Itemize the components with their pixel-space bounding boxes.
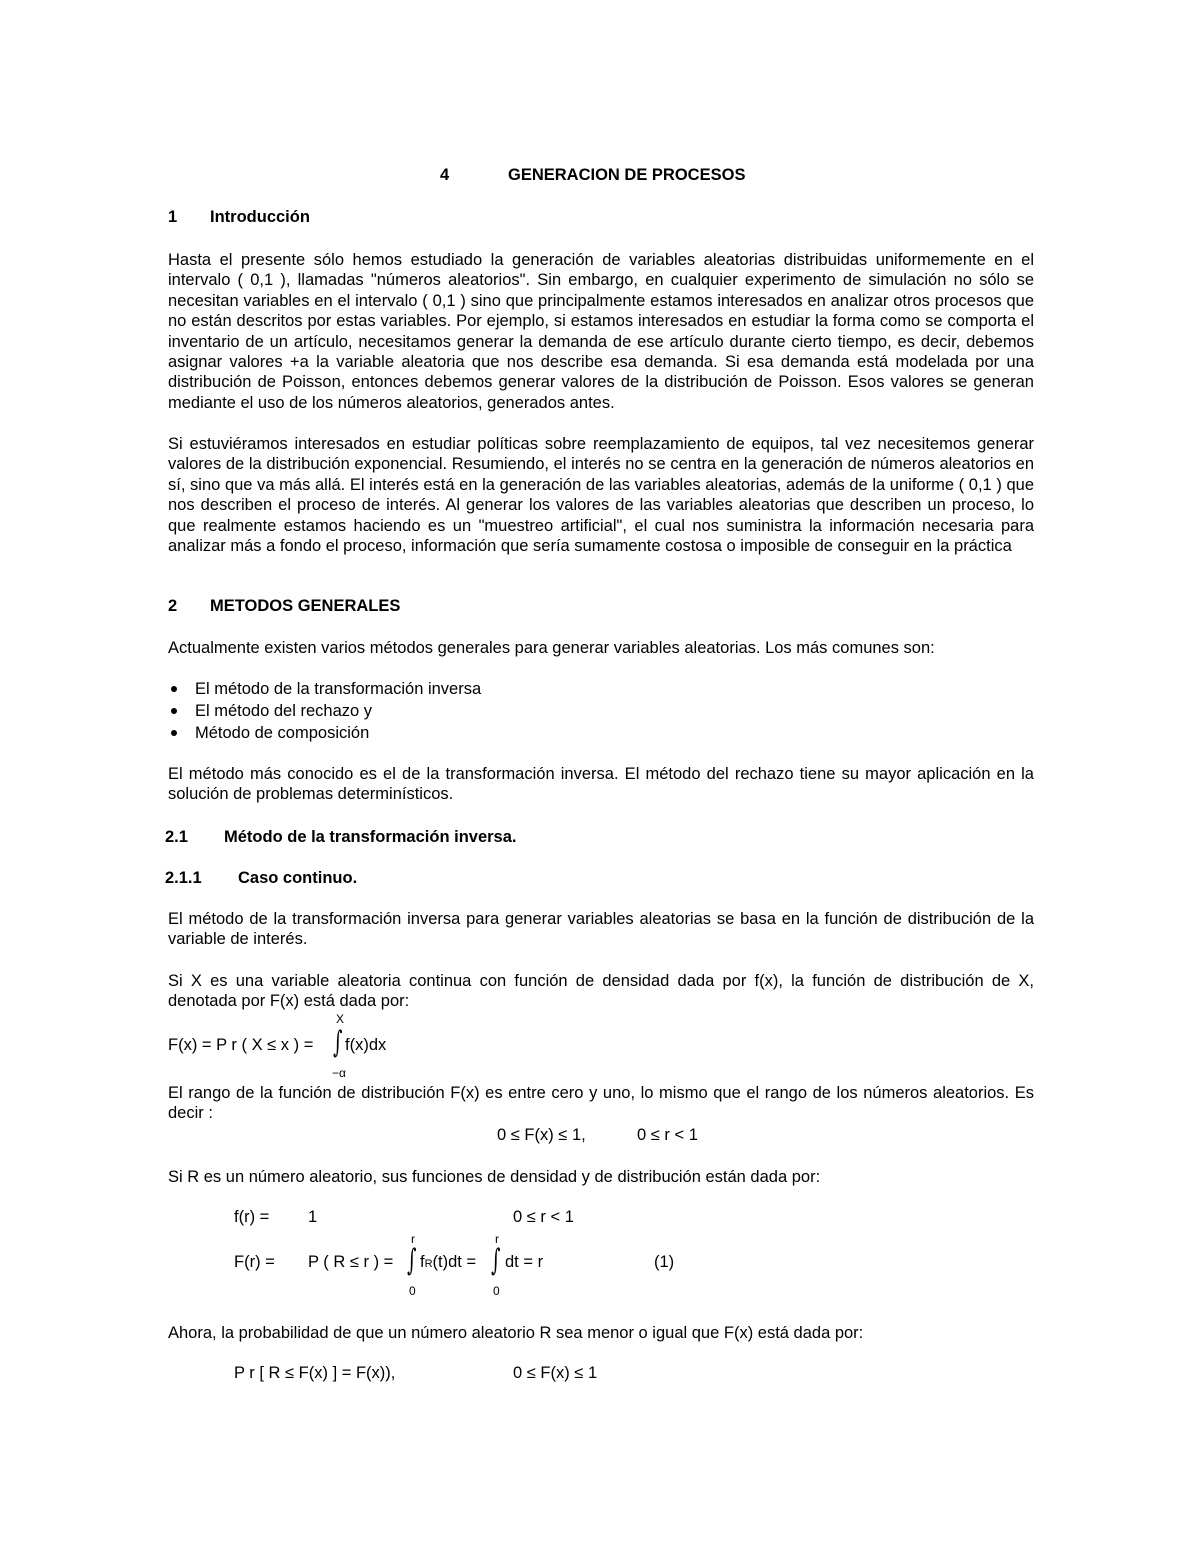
methods-list [168,678,481,744]
equation-probability: P r [ R ≤ F(x) ] = F(x)), [234,1364,396,1382]
equation-cdf-lhs: F(x) = P r ( X ≤ x ) = [168,1036,314,1054]
equation-fr-lhs: f(r) = [234,1208,270,1226]
bullet-icon [171,686,177,692]
paragraph-cdf-range: El rango de la función de distribución F(x) es entre cero y uno, lo mismo que el rango de los números aleatorios. Es decir : [168,1084,1034,1123]
bullet-icon [171,730,177,736]
paragraph-cdf-definition: Si X es una variable aleatoria continua con función de densidad dada por f(x), la función de distribución de X, denotada por F(x) está dada por: [168,972,1034,1011]
equation-reference-number: (1) [654,1253,675,1271]
equation-range-r: 0 ≤ r < 1 [637,1126,698,1144]
section-title: METODOS GENERALES [210,597,401,615]
integral-upper-limit: r [411,1232,415,1246]
section-title: Caso continuo. [238,869,358,887]
section-number: 2 [168,597,178,615]
integral-lower-limit: 0 [493,1284,500,1298]
integral-sign-icon: ∫ [407,1243,417,1278]
paragraph-probability: Ahora, la probabilidad de que un número aleatorio R sea menor o igual que F(x) está dada por: [168,1324,864,1342]
section-number: 2.1 [165,828,188,846]
paragraph-methods-summary: El método más conocido es el de la transformación inversa. El método del rechazo tiene su mayor aplicación en la solución de problemas determinísticos. [168,765,1034,804]
section-number: 1 [168,208,178,226]
paragraph-methods-intro: Actualmente existen varios métodos generales para generar variables aleatorias. Los más comunes son: [168,639,935,657]
section-number: 2.1.1 [165,869,202,887]
equation-Fr-probability: P ( R ≤ r ) = [308,1253,394,1271]
chapter-title: GENERACION DE PROCESOS [508,166,746,184]
equation-fr-condition: 0 ≤ r < 1 [513,1208,574,1226]
equation-Fr-integral-2: dt = r [505,1253,544,1271]
integral-lower-limit: −α [332,1066,346,1080]
equation-range-cdf: 0 ≤ F(x) ≤ 1, [497,1126,586,1144]
chapter-number: 4 [440,166,450,184]
paragraph-intro-2: Si estuviéramos interesados en estudiar políticas sobre reemplazamiento de equipos, tal vez necesitemos generar valores de la distribución exponencial. Resumiendo, el interés no se centra en la generación de números aleatorios en sí, sino que va más allá. El interés está en la generación de las variables aleatorias, además de la uniforme ( 0,1 ) que nos describen el proceso de interés. Al generar los valores de las variables aleatorias que describen un proceso, lo que realmente estamos haciendo es un "muestreo artificial", el cual nos suministra la información necesaria para analizar más a fondo el proceso, información que sería sumamente costosa o imposible de conseguir en la práctica [168,435,1034,556]
equation-probability-condition: 0 ≤ F(x) ≤ 1 [513,1364,598,1382]
list-item: El método del rechazo y [168,700,481,722]
equation-Fr-integral-1: fR(t)dt = [420,1253,477,1271]
integral-upper-limit: X [336,1012,345,1026]
integral-sign-icon: ∫ [491,1243,501,1278]
section-title: Introducción [210,208,310,226]
bullet-icon [171,708,177,714]
paragraph-intro-1: Hasta el presente sólo hemos estudiado la generación de variables aleatorias distribuidas uniformemente en el intervalo ( 0,1 ), llamadas "números aleatorios". Sin embargo, en cualquier experimento de simulación no sólo se necesitan variables en el intervalo ( 0,1 ) sino que principalmente estamos interesados en analizar otros procesos que no están descritos por estas variables. Por ejemplo, si estamos interesados en estudiar la forma como se comporta el inventario de un artículo, necesitamos generar la demanda de ese artículo durante cierto tiempo, es decir, debemos asignar valores +a la variable aleatoria que nos describe esa demanda. Si esa demanda está modelada por una distribución de Poisson, entonces debemos generar valores de la distribución de Poisson. Esos valores se generan mediante el uso de los números aleatorios, generados antes. [168,251,1034,412]
list-item: Método de composición [168,722,481,744]
list-item: El método de la transformación inversa [168,678,481,700]
equation-cdf-integrand: f(x)dx [345,1036,387,1054]
integral-lower-limit: 0 [409,1284,416,1298]
paragraph-inverse-basis: El método de la transformación inversa para generar variables aleatorias se basa en la función de distribución de la variable de interés. [168,910,1034,949]
paragraph-uniform-functions: Si R es un número aleatorio, sus funciones de densidad y de distribución están dada por: [168,1168,821,1186]
integral-upper-limit: r [495,1232,499,1246]
section-title: Método de la transformación inversa. [224,828,517,846]
equation-fr-value: 1 [308,1208,318,1226]
integral-sign-icon: ∫ [333,1025,343,1060]
equation-Fr-lhs: F(r) = [234,1253,275,1271]
